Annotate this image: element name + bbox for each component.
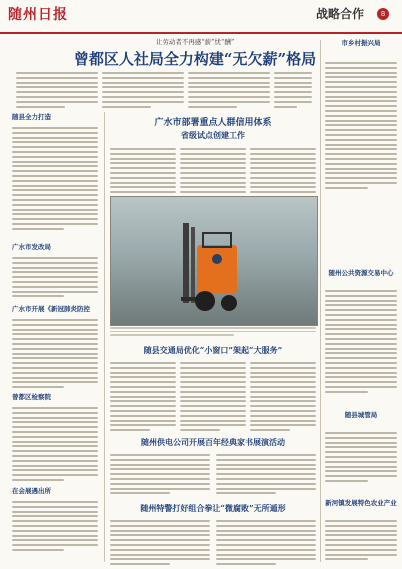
column-rule-right — [320, 40, 321, 562]
lower-headline-3: 随州特警打好组合拳让“微腐败”无所遁形 — [140, 503, 286, 513]
right-headline-4: 新河镇发展特色农业产业 — [325, 499, 397, 507]
lead-kicker: 让劳动者不再感“薪”忧“酬” — [155, 38, 235, 46]
lower-body-3b — [216, 520, 316, 568]
lower-headline-1: 随县交通局优化“小窗口”架起“大服务” — [143, 345, 283, 355]
left-body-5 — [12, 501, 98, 554]
lead-body-col-1 — [16, 72, 98, 110]
feature-body-col-3 — [250, 148, 316, 196]
lead-body-col-3 — [188, 72, 270, 110]
left-body-1 — [12, 127, 98, 233]
feature-body-col-2 — [180, 148, 246, 196]
left-body-4 — [12, 407, 98, 484]
lower-body-1a — [110, 362, 176, 434]
forklift-icon — [181, 223, 243, 315]
left-body-3 — [12, 319, 98, 391]
left-headline-5: 在会展遇出所 — [12, 487, 51, 495]
column-rule-left — [104, 112, 105, 562]
lead-body-col-2 — [102, 72, 184, 110]
lower-body-2a — [110, 454, 210, 497]
right-body-1 — [325, 62, 397, 192]
right-headline-3: 随县城管局 — [344, 411, 378, 419]
right-headline-2: 随州公共资源交易中心 — [328, 269, 394, 277]
photo-caption — [110, 327, 316, 338]
right-body-4 — [325, 520, 397, 563]
lower-body-3a — [110, 520, 210, 568]
lower-body-1c — [250, 362, 316, 434]
lower-headline-2: 随州供电公司开展百年经典家书展演活动 — [141, 437, 285, 447]
feature-subheadline: 省级试点创建工作 — [181, 130, 245, 140]
masthead — [0, 0, 402, 34]
left-headline-1: 随县全力打造 — [12, 113, 51, 121]
lead-body-col-4 — [274, 72, 312, 110]
left-headline-3: 广水市开展《新冠肺炎防控 — [12, 305, 90, 313]
lower-body-1b — [180, 362, 246, 434]
right-headline-1: 市乡村振兴局 — [341, 39, 381, 47]
lower-body-2b — [216, 454, 316, 497]
left-headline-4: 曾都区检察院 — [12, 393, 51, 401]
feature-headline: 广水市部署重点人群信用体系 — [154, 118, 272, 128]
section-name: 战略合作 — [316, 7, 365, 21]
page-number-badge: 8 — [377, 8, 389, 20]
left-body-2 — [12, 257, 98, 300]
right-body-3 — [325, 432, 397, 485]
feature-body-col-1 — [110, 148, 176, 196]
right-body-2 — [325, 290, 397, 396]
lead-headline: 曾都区人社局全力构建“无欠薪”格局 — [73, 50, 317, 68]
paper-name: 随州日报 — [8, 7, 68, 23]
forklift-photo — [110, 196, 318, 326]
left-headline-2: 广水市发改局 — [12, 243, 51, 251]
